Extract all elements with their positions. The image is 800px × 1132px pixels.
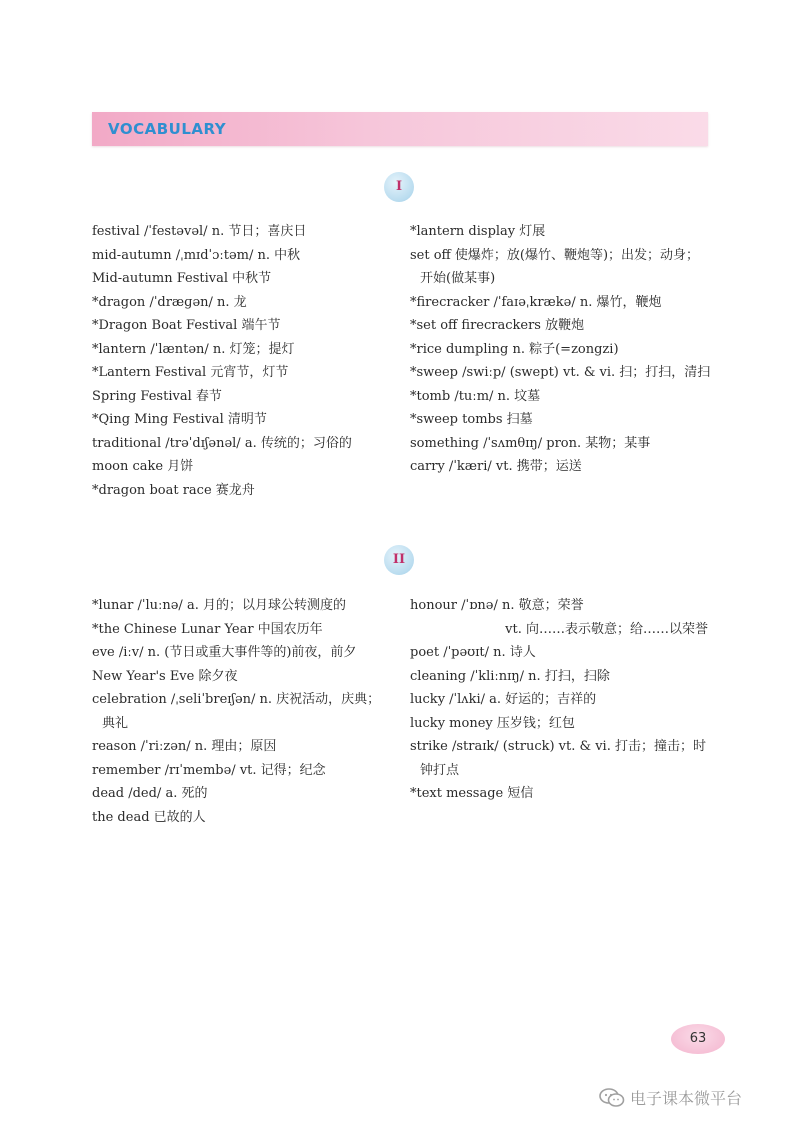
- vocab-entry: poet /ˈpəʊɪt/ n. 诗人: [410, 645, 536, 660]
- vocab-entry: Spring Festival 春节: [92, 388, 222, 404]
- vocab-entry: festival /ˈfestəvəl/ n. 节日；喜庆日: [92, 224, 307, 239]
- vocab-entry: *Qing Ming Festival 清明节: [92, 412, 267, 427]
- vocab-entry: *lantern display 灯展: [410, 224, 546, 239]
- watermark: [598, 1086, 742, 1109]
- vocab-entry: *Dragon Boat Festival 端午节: [92, 318, 281, 333]
- section2-right-column: [410, 594, 710, 806]
- vocab-entry: *sweep /swiːp/ (swept) vt. & vi. 扫；打扫，清扫: [410, 365, 711, 380]
- vocab-entry: traditional /trəˈdɪʃənəl/ a. 传统的；习俗的: [92, 435, 352, 451]
- vocab-entry-continuation: 钟打点: [420, 762, 460, 778]
- vocab-entry: remember /rɪˈmembə/ vt. 记得；纪念: [92, 762, 326, 778]
- vocab-entry: Mid-autumn Festival 中秋节: [92, 271, 272, 286]
- section1-left-column: [92, 220, 392, 502]
- vocab-entry: eve /iːv/ n. (节日或重大事件等的)前夜，前夕: [92, 645, 357, 660]
- vocab-entry: *firecracker /ˈfaɪəˌkrækə/ n. 爆竹，鞭炮: [410, 294, 662, 310]
- vocab-entry: honour /ˈɒnə/ n. 敬意；荣誉: [410, 598, 584, 613]
- vocab-entry: carry /ˈkæri/ vt. 携带；运送: [410, 459, 582, 474]
- vocab-entry: cleaning /ˈkliːnɪŋ/ n. 打扫，扫除: [410, 668, 610, 684]
- vocabulary-banner: [92, 112, 708, 146]
- section2-left-column: [92, 594, 392, 829]
- section-badge-1: I: [384, 172, 414, 202]
- banner-title: VOCABULARY: [108, 120, 227, 138]
- vocab-entry: lucky money 压岁钱；红包: [410, 715, 575, 731]
- vocab-entry-continuation: vt. 向……表示敬意；给……以荣誉: [505, 621, 708, 637]
- vocab-entry: New Year's Eve 除夕夜: [92, 668, 238, 684]
- vocab-entry: dead /ded/ a. 死的: [92, 786, 208, 801]
- vocab-entry: reason /ˈriːzən/ n. 理由；原因: [92, 739, 277, 754]
- vocab-entry: strike /straɪk/ (struck) vt. & vi. 打击；撞击；时: [410, 739, 706, 754]
- vocab-entry: moon cake 月饼: [92, 459, 194, 474]
- page-number: 63: [671, 1024, 725, 1054]
- vocab-entry: *the Chinese Lunar Year 中国农历年: [92, 621, 323, 637]
- vocab-entry: *set off firecrackers 放鞭炮: [410, 318, 585, 333]
- vocab-entry: set off 使爆炸；放(爆竹、鞭炮等)；出发；动身；: [410, 247, 700, 263]
- vocab-entry: the dead 已故的人: [92, 809, 206, 825]
- vocab-entry: lucky /ˈlʌki/ a. 好运的；吉祥的: [410, 692, 597, 707]
- vocab-entry: *sweep tombs 扫墓: [410, 412, 533, 427]
- vocab-entry: celebration /ˌseliˈbreɪʃən/ n. 庆祝活动，庆典；: [92, 692, 381, 707]
- section-badge-2: II: [384, 545, 414, 575]
- vocab-entry: something /ˈsʌmθɪŋ/ pron. 某物；某事: [410, 435, 651, 451]
- vocab-entry: *Lantern Festival 元宵节，灯节: [92, 365, 289, 380]
- vocab-entry: *lunar /ˈluːnə/ a. 月的；以月球公转测度的: [92, 598, 346, 613]
- vocab-entry: *tomb /tuːm/ n. 坟墓: [410, 388, 541, 404]
- wechat-icon: [598, 1087, 626, 1109]
- vocab-entry-continuation: 开始(做某事): [420, 271, 496, 286]
- vocab-entry: mid-autumn /ˌmɪdˈɔːtəm/ n. 中秋: [92, 247, 301, 263]
- vocab-entry: *rice dumpling n. 粽子(=zongzi): [410, 341, 619, 357]
- vocab-entry: *lantern /ˈlæntən/ n. 灯笼；提灯: [92, 341, 295, 357]
- vocab-entry: *dragon boat race 赛龙舟: [92, 482, 255, 498]
- watermark-text: 电子课本微平台: [630, 1089, 743, 1108]
- vocab-entry: *text message 短信: [410, 786, 534, 801]
- vocab-entry: *dragon /ˈdræɡən/ n. 龙: [92, 294, 247, 310]
- section1-right-column: [410, 220, 710, 479]
- vocab-entry-continuation: 典礼: [102, 715, 129, 731]
